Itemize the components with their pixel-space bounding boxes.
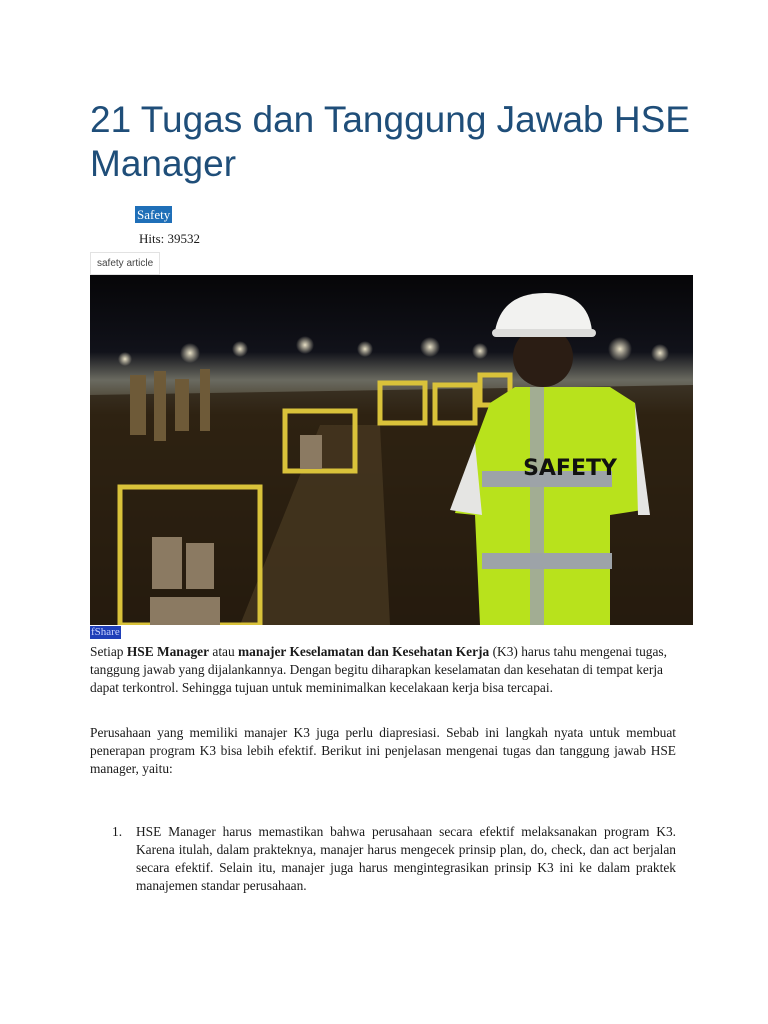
list-item bbox=[90, 823, 676, 895]
hits-count: Hits: 39532 bbox=[139, 231, 201, 246]
category-link[interactable]: Safety bbox=[137, 207, 171, 222]
tag-safety-article[interactable]: safety article bbox=[90, 252, 160, 275]
share-link[interactable]: fShare bbox=[91, 626, 120, 638]
list-item-number: 1. bbox=[112, 824, 123, 839]
second-paragraph: Perusahaan yang memiliki manajer K3 juga perlu diapresiasi. Sebab ini langkah nyata untuk membuat penerapan program K3 bisa lebih efektif. Berikut ini penjelasan mengenai tugas dan tanggung jawab HSE manager, yaitu: bbox=[90, 725, 676, 776]
article-title: 21 Tugas dan Tanggung Jawab HSE Manager bbox=[90, 99, 690, 184]
k3-bold: manajer Keselamatan dan Kesehatan Kerja bbox=[238, 644, 490, 659]
intro-paragraph: Setiap HSE Manager atau manajer Keselamatan dan Kesehatan Kerja (K3) harus tahu mengenai tugas, tanggung jawab yang dijalankannya. Dengan begitu diharapkan keselamatan dan kesehatan di tempat kerja dapat terkontrol. Sehingga tujuan untuk meminimalkan kecelakaan kerja bisa tercapai. bbox=[90, 644, 667, 695]
list-item-text: HSE Manager harus memastikan bahwa perusahaan secara efektif melaksanakan program K3. Karena itulah, dalam prakteknya, manajer harus mengecek prinsip plan, do, check, dan act berjalan secara efektif. Selain itu, manajer juga harus mengintegrasikan prinsip K3 ini ke dalam praktek manajemen standar perusahaan. bbox=[136, 824, 676, 893]
duties-list bbox=[90, 823, 676, 895]
article-photo bbox=[90, 275, 693, 625]
hse-manager-bold: HSE Manager bbox=[126, 644, 210, 659]
vest-safety-label: SAFETY bbox=[523, 456, 617, 481]
